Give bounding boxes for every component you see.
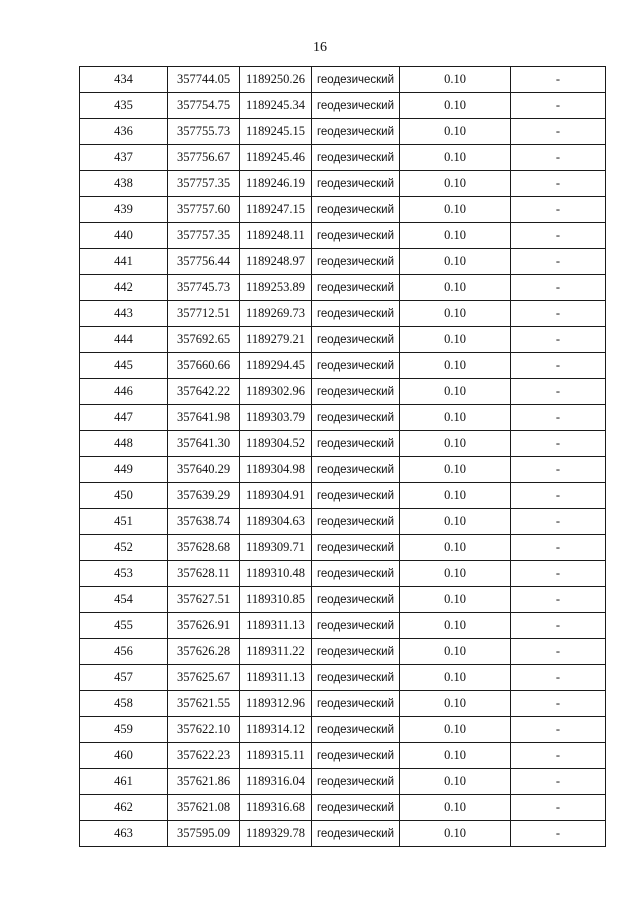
accuracy-cell: 0.10 <box>400 405 511 431</box>
accuracy-cell: 0.10 <box>400 145 511 171</box>
y-coordinate-cell: 1189314.12 <box>240 717 312 743</box>
accuracy-cell: 0.10 <box>400 431 511 457</box>
method-cell: геодезический <box>312 327 400 353</box>
point-number-cell: 454 <box>80 587 168 613</box>
accuracy-cell: 0.10 <box>400 93 511 119</box>
accuracy-cell: 0.10 <box>400 457 511 483</box>
y-coordinate-cell: 1189253.89 <box>240 275 312 301</box>
accuracy-cell: 0.10 <box>400 119 511 145</box>
point-number-cell: 439 <box>80 197 168 223</box>
point-number-cell: 449 <box>80 457 168 483</box>
x-coordinate-cell: 357625.67 <box>168 665 240 691</box>
accuracy-cell: 0.10 <box>400 535 511 561</box>
accuracy-cell: 0.10 <box>400 821 511 847</box>
table-row <box>80 431 606 457</box>
accuracy-cell: 0.10 <box>400 795 511 821</box>
x-coordinate-cell: 357754.75 <box>168 93 240 119</box>
note-cell: - <box>511 405 606 431</box>
table-row <box>80 405 606 431</box>
x-coordinate-cell: 357626.91 <box>168 613 240 639</box>
point-number-cell: 441 <box>80 249 168 275</box>
table-row <box>80 587 606 613</box>
y-coordinate-cell: 1189303.79 <box>240 405 312 431</box>
point-number-cell: 437 <box>80 145 168 171</box>
note-cell: - <box>511 613 606 639</box>
table-row <box>80 197 606 223</box>
note-cell: - <box>511 457 606 483</box>
table-row <box>80 561 606 587</box>
note-cell: - <box>511 639 606 665</box>
method-cell: геодезический <box>312 509 400 535</box>
table-row <box>80 457 606 483</box>
x-coordinate-cell: 357622.10 <box>168 717 240 743</box>
method-cell: геодезический <box>312 67 400 93</box>
x-coordinate-cell: 357640.29 <box>168 457 240 483</box>
page-number: 16 <box>313 40 327 55</box>
x-coordinate-cell: 357712.51 <box>168 301 240 327</box>
point-number-cell: 462 <box>80 795 168 821</box>
y-coordinate-cell: 1189304.91 <box>240 483 312 509</box>
point-number-cell: 440 <box>80 223 168 249</box>
accuracy-cell: 0.10 <box>400 483 511 509</box>
table-row <box>80 327 606 353</box>
accuracy-cell: 0.10 <box>400 249 511 275</box>
coordinates-table <box>79 66 606 847</box>
accuracy-cell: 0.10 <box>400 67 511 93</box>
accuracy-cell: 0.10 <box>400 587 511 613</box>
note-cell: - <box>511 509 606 535</box>
method-cell: геодезический <box>312 249 400 275</box>
y-coordinate-cell: 1189304.63 <box>240 509 312 535</box>
table-row <box>80 223 606 249</box>
x-coordinate-cell: 357757.35 <box>168 171 240 197</box>
point-number-cell: 461 <box>80 769 168 795</box>
accuracy-cell: 0.10 <box>400 353 511 379</box>
method-cell: геодезический <box>312 561 400 587</box>
point-number-cell: 436 <box>80 119 168 145</box>
table-row <box>80 613 606 639</box>
table-row <box>80 353 606 379</box>
accuracy-cell: 0.10 <box>400 379 511 405</box>
table-row <box>80 743 606 769</box>
accuracy-cell: 0.10 <box>400 769 511 795</box>
x-coordinate-cell: 357641.98 <box>168 405 240 431</box>
x-coordinate-cell: 357641.30 <box>168 431 240 457</box>
note-cell: - <box>511 67 606 93</box>
x-coordinate-cell: 357621.86 <box>168 769 240 795</box>
table-row <box>80 691 606 717</box>
note-cell: - <box>511 249 606 275</box>
x-coordinate-cell: 357621.55 <box>168 691 240 717</box>
point-number-cell: 448 <box>80 431 168 457</box>
method-cell: геодезический <box>312 405 400 431</box>
x-coordinate-cell: 357621.08 <box>168 795 240 821</box>
accuracy-cell: 0.10 <box>400 743 511 769</box>
accuracy-cell: 0.10 <box>400 171 511 197</box>
table-row <box>80 509 606 535</box>
accuracy-cell: 0.10 <box>400 275 511 301</box>
note-cell: - <box>511 587 606 613</box>
y-coordinate-cell: 1189311.13 <box>240 613 312 639</box>
accuracy-cell: 0.10 <box>400 639 511 665</box>
note-cell: - <box>511 171 606 197</box>
y-coordinate-cell: 1189248.11 <box>240 223 312 249</box>
y-coordinate-cell: 1189304.52 <box>240 431 312 457</box>
y-coordinate-cell: 1189304.98 <box>240 457 312 483</box>
table-row <box>80 717 606 743</box>
table-row <box>80 67 606 93</box>
method-cell: геодезический <box>312 535 400 561</box>
y-coordinate-cell: 1189245.46 <box>240 145 312 171</box>
note-cell: - <box>511 223 606 249</box>
point-number-cell: 459 <box>80 717 168 743</box>
note-cell: - <box>511 769 606 795</box>
table-row <box>80 301 606 327</box>
y-coordinate-cell: 1189312.96 <box>240 691 312 717</box>
x-coordinate-cell: 357757.35 <box>168 223 240 249</box>
table-row <box>80 639 606 665</box>
point-number-cell: 453 <box>80 561 168 587</box>
method-cell: геодезический <box>312 119 400 145</box>
y-coordinate-cell: 1189245.15 <box>240 119 312 145</box>
y-coordinate-cell: 1189294.45 <box>240 353 312 379</box>
accuracy-cell: 0.10 <box>400 223 511 249</box>
y-coordinate-cell: 1189316.04 <box>240 769 312 795</box>
accuracy-cell: 0.10 <box>400 561 511 587</box>
method-cell: геодезический <box>312 431 400 457</box>
accuracy-cell: 0.10 <box>400 717 511 743</box>
table-row <box>80 795 606 821</box>
point-number-cell: 450 <box>80 483 168 509</box>
table-row <box>80 119 606 145</box>
point-number-cell: 460 <box>80 743 168 769</box>
note-cell: - <box>511 431 606 457</box>
y-coordinate-cell: 1189247.15 <box>240 197 312 223</box>
method-cell: геодезический <box>312 301 400 327</box>
method-cell: геодезический <box>312 93 400 119</box>
point-number-cell: 455 <box>80 613 168 639</box>
method-cell: геодезический <box>312 743 400 769</box>
x-coordinate-cell: 357628.11 <box>168 561 240 587</box>
x-coordinate-cell: 357642.22 <box>168 379 240 405</box>
x-coordinate-cell: 357628.68 <box>168 535 240 561</box>
point-number-cell: 456 <box>80 639 168 665</box>
point-number-cell: 442 <box>80 275 168 301</box>
method-cell: геодезический <box>312 275 400 301</box>
method-cell: геодезический <box>312 795 400 821</box>
point-number-cell: 447 <box>80 405 168 431</box>
y-coordinate-cell: 1189329.78 <box>240 821 312 847</box>
point-number-cell: 457 <box>80 665 168 691</box>
y-coordinate-cell: 1189311.13 <box>240 665 312 691</box>
point-number-cell: 434 <box>80 67 168 93</box>
y-coordinate-cell: 1189279.21 <box>240 327 312 353</box>
table-row <box>80 249 606 275</box>
method-cell: геодезический <box>312 587 400 613</box>
accuracy-cell: 0.10 <box>400 327 511 353</box>
point-number-cell: 463 <box>80 821 168 847</box>
table-row <box>80 171 606 197</box>
point-number-cell: 445 <box>80 353 168 379</box>
x-coordinate-cell: 357745.73 <box>168 275 240 301</box>
x-coordinate-cell: 357757.60 <box>168 197 240 223</box>
table-row <box>80 821 606 847</box>
x-coordinate-cell: 357595.09 <box>168 821 240 847</box>
method-cell: геодезический <box>312 639 400 665</box>
y-coordinate-cell: 1189309.71 <box>240 535 312 561</box>
y-coordinate-cell: 1189248.97 <box>240 249 312 275</box>
table-row <box>80 535 606 561</box>
method-cell: геодезический <box>312 145 400 171</box>
method-cell: геодезический <box>312 717 400 743</box>
accuracy-cell: 0.10 <box>400 301 511 327</box>
accuracy-cell: 0.10 <box>400 613 511 639</box>
note-cell: - <box>511 821 606 847</box>
note-cell: - <box>511 93 606 119</box>
accuracy-cell: 0.10 <box>400 509 511 535</box>
note-cell: - <box>511 795 606 821</box>
note-cell: - <box>511 483 606 509</box>
method-cell: геодезический <box>312 223 400 249</box>
y-coordinate-cell: 1189316.68 <box>240 795 312 821</box>
point-number-cell: 452 <box>80 535 168 561</box>
note-cell: - <box>511 561 606 587</box>
y-coordinate-cell: 1189269.73 <box>240 301 312 327</box>
y-coordinate-cell: 1189246.19 <box>240 171 312 197</box>
table-row <box>80 275 606 301</box>
method-cell: геодезический <box>312 197 400 223</box>
table-row <box>80 379 606 405</box>
note-cell: - <box>511 327 606 353</box>
method-cell: геодезический <box>312 665 400 691</box>
x-coordinate-cell: 357639.29 <box>168 483 240 509</box>
table-row <box>80 769 606 795</box>
note-cell: - <box>511 717 606 743</box>
x-coordinate-cell: 357756.44 <box>168 249 240 275</box>
accuracy-cell: 0.10 <box>400 691 511 717</box>
note-cell: - <box>511 379 606 405</box>
y-coordinate-cell: 1189310.48 <box>240 561 312 587</box>
point-number-cell: 443 <box>80 301 168 327</box>
coordinates-table-container <box>79 66 606 847</box>
method-cell: геодезический <box>312 353 400 379</box>
x-coordinate-cell: 357626.28 <box>168 639 240 665</box>
note-cell: - <box>511 691 606 717</box>
table-row <box>80 665 606 691</box>
x-coordinate-cell: 357660.66 <box>168 353 240 379</box>
note-cell: - <box>511 743 606 769</box>
note-cell: - <box>511 145 606 171</box>
y-coordinate-cell: 1189311.22 <box>240 639 312 665</box>
y-coordinate-cell: 1189315.11 <box>240 743 312 769</box>
accuracy-cell: 0.10 <box>400 665 511 691</box>
method-cell: геодезический <box>312 769 400 795</box>
x-coordinate-cell: 357638.74 <box>168 509 240 535</box>
y-coordinate-cell: 1189310.85 <box>240 587 312 613</box>
point-number-cell: 446 <box>80 379 168 405</box>
note-cell: - <box>511 665 606 691</box>
table-row <box>80 145 606 171</box>
y-coordinate-cell: 1189245.34 <box>240 93 312 119</box>
point-number-cell: 451 <box>80 509 168 535</box>
method-cell: геодезический <box>312 457 400 483</box>
note-cell: - <box>511 119 606 145</box>
method-cell: геодезический <box>312 483 400 509</box>
note-cell: - <box>511 275 606 301</box>
x-coordinate-cell: 357744.05 <box>168 67 240 93</box>
note-cell: - <box>511 197 606 223</box>
accuracy-cell: 0.10 <box>400 197 511 223</box>
point-number-cell: 435 <box>80 93 168 119</box>
note-cell: - <box>511 353 606 379</box>
method-cell: геодезический <box>312 691 400 717</box>
point-number-cell: 438 <box>80 171 168 197</box>
x-coordinate-cell: 357627.51 <box>168 587 240 613</box>
y-coordinate-cell: 1189250.26 <box>240 67 312 93</box>
method-cell: геодезический <box>312 821 400 847</box>
coordinates-table-body <box>80 67 606 847</box>
method-cell: геодезический <box>312 171 400 197</box>
table-row <box>80 93 606 119</box>
y-coordinate-cell: 1189302.96 <box>240 379 312 405</box>
point-number-cell: 458 <box>80 691 168 717</box>
x-coordinate-cell: 357622.23 <box>168 743 240 769</box>
x-coordinate-cell: 357756.67 <box>168 145 240 171</box>
x-coordinate-cell: 357755.73 <box>168 119 240 145</box>
note-cell: - <box>511 301 606 327</box>
note-cell: - <box>511 535 606 561</box>
x-coordinate-cell: 357692.65 <box>168 327 240 353</box>
method-cell: геодезический <box>312 613 400 639</box>
method-cell: геодезический <box>312 379 400 405</box>
point-number-cell: 444 <box>80 327 168 353</box>
table-row <box>80 483 606 509</box>
